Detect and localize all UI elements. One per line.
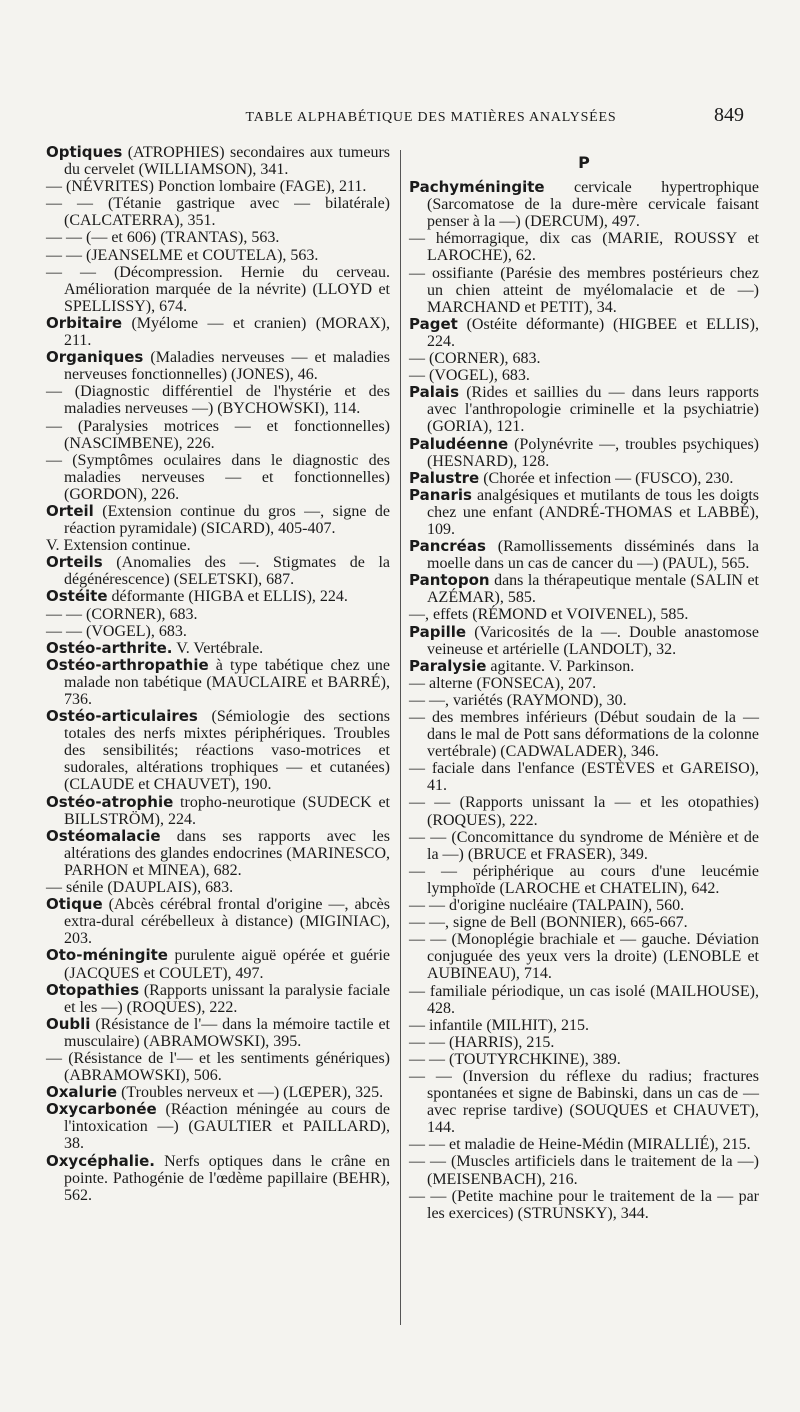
index-entry xyxy=(409,658,759,675)
index-text: — familiale périodique, un cas isolé (MAILHOUSE), 428. xyxy=(409,982,759,1017)
index-term: Paget xyxy=(409,314,458,333)
index-term: Ostéo-arthrite. xyxy=(46,638,173,657)
index-entry xyxy=(409,367,759,384)
index-entry xyxy=(409,230,759,264)
index-text: — des membres inférieurs (Début soudain de la — dans le mal de Pott sans déformations de la colonne vertébrale) (CADWALADER), 346. xyxy=(409,709,759,761)
index-entry xyxy=(46,383,390,417)
index-text: (Maladies nerveuses — et maladies nerveuses fonctionnelles) (JONES), 46. xyxy=(64,349,390,384)
index-term: Ostéo-atrophie xyxy=(46,792,174,811)
index-term: Organiques xyxy=(46,348,144,367)
index-text: — — (Tétanie gastrique avec — bilatérale) (CALCATERRA), 351. xyxy=(46,195,390,230)
index-term: Ostéomalacie xyxy=(46,826,161,845)
index-term: Panaris xyxy=(409,485,472,504)
index-text: (Abcès cérébral frontal d'origine —, abcès extra-dural cérébelleux à distance) (MIGINIAC), 203. xyxy=(64,896,390,948)
index-text: — — (Concomittance du syndrome de Ménière et de la —) (BRUCE et FRASER), 349. xyxy=(409,828,759,863)
index-text: — infantile (MILHIT), 215. xyxy=(409,1016,589,1034)
left-column xyxy=(46,144,390,1204)
index-term: Otique xyxy=(46,895,103,914)
index-text: — ossifiante (Parésie des membres postérieurs chez un chien atteint de myélomalacie et de —) MARCHAND et PETIT), 34. xyxy=(409,264,759,316)
index-entry xyxy=(409,760,759,794)
index-entry xyxy=(409,624,759,658)
index-entry xyxy=(409,794,759,828)
index-term: Palais xyxy=(409,383,460,402)
index-text: V. Extension continue. xyxy=(46,537,191,555)
index-text: (Anomalies des —. Stigmates de la dégénérescence) (SELETSKI), 687. xyxy=(64,554,390,589)
index-term: Oto-méningite xyxy=(46,946,168,965)
index-text: (ATROPHIES) secondaires aux tumeurs du cervelet (WILLIAMSON), 341. xyxy=(64,144,390,179)
index-text: — — (Petite machine pour le traitement de la — par les exercices) (STRUNSKY), 344. xyxy=(409,1187,759,1222)
index-entry xyxy=(409,692,759,709)
index-term: Paludéenne xyxy=(409,434,509,453)
index-text: — —, signe de Bell (BONNIER), 665-667. xyxy=(409,914,688,932)
right-column xyxy=(409,144,759,1222)
index-term: Papille xyxy=(409,622,467,641)
index-entry xyxy=(409,1017,759,1034)
index-text: (Myélome — et cranien) (MORAX), 211. xyxy=(64,314,390,350)
index-entry xyxy=(409,914,759,931)
index-entry xyxy=(46,588,390,605)
index-text: (Chorée et infection — (FUSCO), 230. xyxy=(479,469,734,487)
index-text: (Résistance de l'— dans la mémoire tactile et musculaire) (ABRAMOWSKI), 395. xyxy=(64,1015,390,1050)
index-entry xyxy=(46,503,390,537)
running-head: TABLE ALPHABÉTIQUE DES MATIÈRES ANALYSÉES xyxy=(245,110,617,125)
index-entry xyxy=(46,195,390,229)
index-text: (Ostéite déformante) (HIGBEE et ELLIS), 224. xyxy=(427,315,759,350)
index-entry xyxy=(46,879,390,896)
index-entry xyxy=(409,1068,759,1136)
index-entry xyxy=(409,1051,759,1068)
index-entry xyxy=(409,384,759,435)
index-text: — — (HARRIS), 215. xyxy=(409,1033,555,1051)
index-entry xyxy=(409,606,759,623)
index-term: Pantopon xyxy=(409,571,490,590)
index-text: — (VOGEL), 683. xyxy=(409,367,530,385)
index-text: — (Symptômes oculaires dans le diagnostic des maladies nerveuses — et fonctionnelles) (GORDON), 226. xyxy=(46,451,390,503)
index-entry xyxy=(409,1034,759,1051)
index-text: — — (JEANSELME et COUTELA), 563. xyxy=(46,246,319,264)
index-term: Pancréas xyxy=(409,537,486,556)
index-text: Nerfs optiques dans le crâne en pointe. Pathogénie de l'œdème papillaire (BEHR), 562. xyxy=(64,1152,390,1204)
index-entry xyxy=(46,418,390,452)
index-entry xyxy=(409,538,759,572)
index-text: — — d'origine nucléaire (TALPAIN), 560. xyxy=(409,897,685,915)
index-text: — — (CORNER), 683. xyxy=(46,605,198,623)
index-text: —, effets (RÉMOND et VOIVENEL), 585. xyxy=(409,606,689,624)
index-text: — (NÉVRITES) Ponction lombaire (FAGE), 211. xyxy=(46,178,367,196)
index-text: purulente aiguë opérée et guérie (JACQUES et COULET), 497. xyxy=(64,947,390,982)
index-text: — — (Rapports unissant la — et les otopathies) (ROQUES), 222. xyxy=(409,794,759,829)
index-entry xyxy=(409,829,759,863)
index-entry xyxy=(409,709,759,760)
index-term: Orteil xyxy=(46,501,94,520)
index-entry xyxy=(46,982,390,1016)
index-text: — — (Monoplégie brachiale et — gauche. Déviation conjuguée des yeux vers la droite) (LENOBLE et AUBINEAU), 714. xyxy=(409,931,759,983)
index-entry xyxy=(46,1153,390,1204)
index-text: — — (Inversion du réflexe du radius; fractures spontanées et signe de Babinski, dans un cas de — avec reprise tardive) (SOUQUES et CHAUVET), 144. xyxy=(409,1067,759,1137)
index-text: — faciale dans l'enfance (ESTÈVES et GAREISO), 41. xyxy=(409,760,759,795)
index-text: (Polynévrite —, troubles psychiques) (HESNARD), 128. xyxy=(427,435,759,470)
index-text: — — périphérique au cours d'une leucémie lymphoïde (LAROCHE et CHATELIN), 642. xyxy=(409,862,759,897)
index-entry xyxy=(46,144,390,178)
index-entry xyxy=(46,537,390,554)
index-entry xyxy=(46,554,390,588)
index-entry xyxy=(409,983,759,1017)
index-entry xyxy=(409,179,759,230)
index-text: — alterne (FONSECA), 207. xyxy=(409,674,597,692)
index-entry xyxy=(409,572,759,606)
index-text: (Sémiologie des sections totales des nerfs mixtes périphériques. Troubles des sensibilités; réactions vaso-motrices et sudorales, altérations trophiques — et cutanées) (CLAUDE et CHAUVET), 190. xyxy=(64,708,390,794)
index-entry xyxy=(409,265,759,316)
index-entry xyxy=(46,947,390,981)
index-term: Orteils xyxy=(46,553,103,572)
index-text: tropho-neurotique (SUDECK et BILLSTRÖM), 224. xyxy=(64,793,390,828)
index-term: Ostéo-arthropathie xyxy=(46,655,209,674)
index-text: — — et maladie de Heine-Médin (MIRALLIÉ), 215. xyxy=(409,1136,751,1154)
index-text: dans ses rapports avec les altérations des glandes endocrines (MARINESCO, PARHON et MINEA), 682. xyxy=(64,827,390,879)
index-text: V. Vertébrale. xyxy=(172,639,264,657)
index-text: — (Résistance de l'— et les sentiments génériques) (ABRAMOWSKI), 506. xyxy=(46,1049,390,1085)
index-term: Paralysie xyxy=(409,656,487,675)
index-entry xyxy=(409,1153,759,1187)
index-entry xyxy=(46,1084,390,1101)
index-text: déformante (HIGBA et ELLIS), 224. xyxy=(107,588,348,606)
index-entry xyxy=(409,675,759,692)
index-entry xyxy=(46,708,390,793)
index-entry xyxy=(46,640,390,657)
page-number: 849 xyxy=(714,104,744,126)
index-entry xyxy=(46,1016,390,1050)
index-term: Otopathies xyxy=(46,980,140,999)
index-text: (Rides et saillies du — dans leurs rapports avec l'anthropologie criminelle et la psychiatrie) (GORIA), 121. xyxy=(427,384,759,436)
index-text: — hémorragique, dix cas (MARIE, ROUSSY et LAROCHE), 62. xyxy=(409,230,759,265)
page-header xyxy=(48,104,744,134)
index-term: Pachyméningite xyxy=(409,178,545,197)
index-entry xyxy=(409,863,759,897)
index-entry xyxy=(46,1101,390,1152)
index-entry xyxy=(46,315,390,349)
index-entry xyxy=(46,178,390,195)
index-text: — sénile (DAUPLAIS), 683. xyxy=(46,879,234,897)
index-term: Palustre xyxy=(409,468,480,487)
index-entry xyxy=(46,1050,390,1084)
index-text: — — (— et 606) (TRANTAS), 563. xyxy=(46,229,280,247)
index-text: (Rapports unissant la paralysie faciale et les —) (ROQUES), 222. xyxy=(64,981,390,1016)
index-entry xyxy=(409,1188,759,1222)
index-text: — — (Décompression. Hernie du cerveau. Amélioration marquée de la névrite) (LLOYD et SPELLISSY), 674. xyxy=(46,263,390,315)
index-entry xyxy=(409,931,759,982)
index-text: (Extension continue du gros —, signe de réaction pyramidale) (SICARD), 405-407. xyxy=(64,502,390,538)
index-term: Orbitaire xyxy=(46,313,123,332)
index-term: Ostéo-articulaires xyxy=(46,707,198,726)
index-text: — — (Muscles artificiels dans le traitement de la —) (MEISENBACH), 216. xyxy=(409,1153,759,1188)
index-text: — —, variétés (RAYMOND), 30. xyxy=(409,691,627,709)
index-term: Ostéite xyxy=(46,587,108,606)
index-text: — (Diagnostic différentiel de l'hystérie et des maladies nerveuses —) (BYCHOWSKI), 114. xyxy=(46,383,390,418)
index-entry xyxy=(409,1136,759,1153)
index-entry xyxy=(46,828,390,879)
index-entry xyxy=(46,229,390,246)
index-text: — — (TOUTYRCHKINE), 389. xyxy=(409,1050,621,1068)
index-term: Oxycéphalie. xyxy=(46,1151,155,1170)
index-text: dans la thérapeutique mentale (SALIN et AZÉMAR), 585. xyxy=(427,572,759,607)
index-term: Oxalurie xyxy=(46,1083,118,1102)
index-entry xyxy=(46,606,390,623)
index-entry xyxy=(46,247,390,264)
right-column-entries xyxy=(409,179,759,1222)
index-term: Optiques xyxy=(46,143,123,161)
section-letter: P xyxy=(578,153,590,172)
index-text: agitante. V. Parkinson. xyxy=(486,657,635,675)
index-entry xyxy=(409,470,759,487)
index-entry xyxy=(46,452,390,503)
index-term: Oubli xyxy=(46,1014,91,1033)
index-text: — — (VOGEL), 683. xyxy=(46,622,187,640)
index-entry xyxy=(409,487,759,538)
index-entry xyxy=(46,657,390,708)
index-text: (Troubles nerveux et —) (LŒPER), 325. xyxy=(117,1084,384,1102)
index-text: (Ramollissements disséminés dans la moelle dans un cas de cancer du —) (PAUL), 565. xyxy=(427,538,759,573)
index-entry xyxy=(46,794,390,828)
index-text: cervicale hypertrophique (Sarcomatose de la dure-mère cervicale faisant penser à la —) (DERCUM), 497. xyxy=(427,179,759,231)
column-divider xyxy=(400,150,401,1325)
index-entry xyxy=(46,896,390,947)
index-entry xyxy=(409,436,759,470)
index-text: (Varicosités de la —. Double anastomose veineuse et artérielle (LANDOLT), 32. xyxy=(427,623,759,658)
index-text: (Réaction méningée au cours de l'intoxication —) (GAULTIER et PAILLARD), 38. xyxy=(64,1101,390,1153)
index-text: analgésiques et mutilants de tous les doigts chez une enfant (ANDRÉ-THOMAS et LABBÉ), 109. xyxy=(427,486,759,538)
index-text: — (Paralysies motrices — et fonctionnelles) (NASCIMBENE), 226. xyxy=(46,417,390,452)
index-text: — (CORNER), 683. xyxy=(409,350,541,368)
index-entry xyxy=(46,264,390,315)
index-term: Oxycarbonée xyxy=(46,1100,157,1119)
index-text: à type tabétique chez une malade non tabétique (MAUCLAIRE et BARRÉ), 736. xyxy=(64,656,390,708)
index-entry xyxy=(409,897,759,914)
index-entry xyxy=(409,316,759,350)
index-entry xyxy=(409,350,759,367)
index-entry xyxy=(46,349,390,383)
index-entry xyxy=(46,623,390,640)
